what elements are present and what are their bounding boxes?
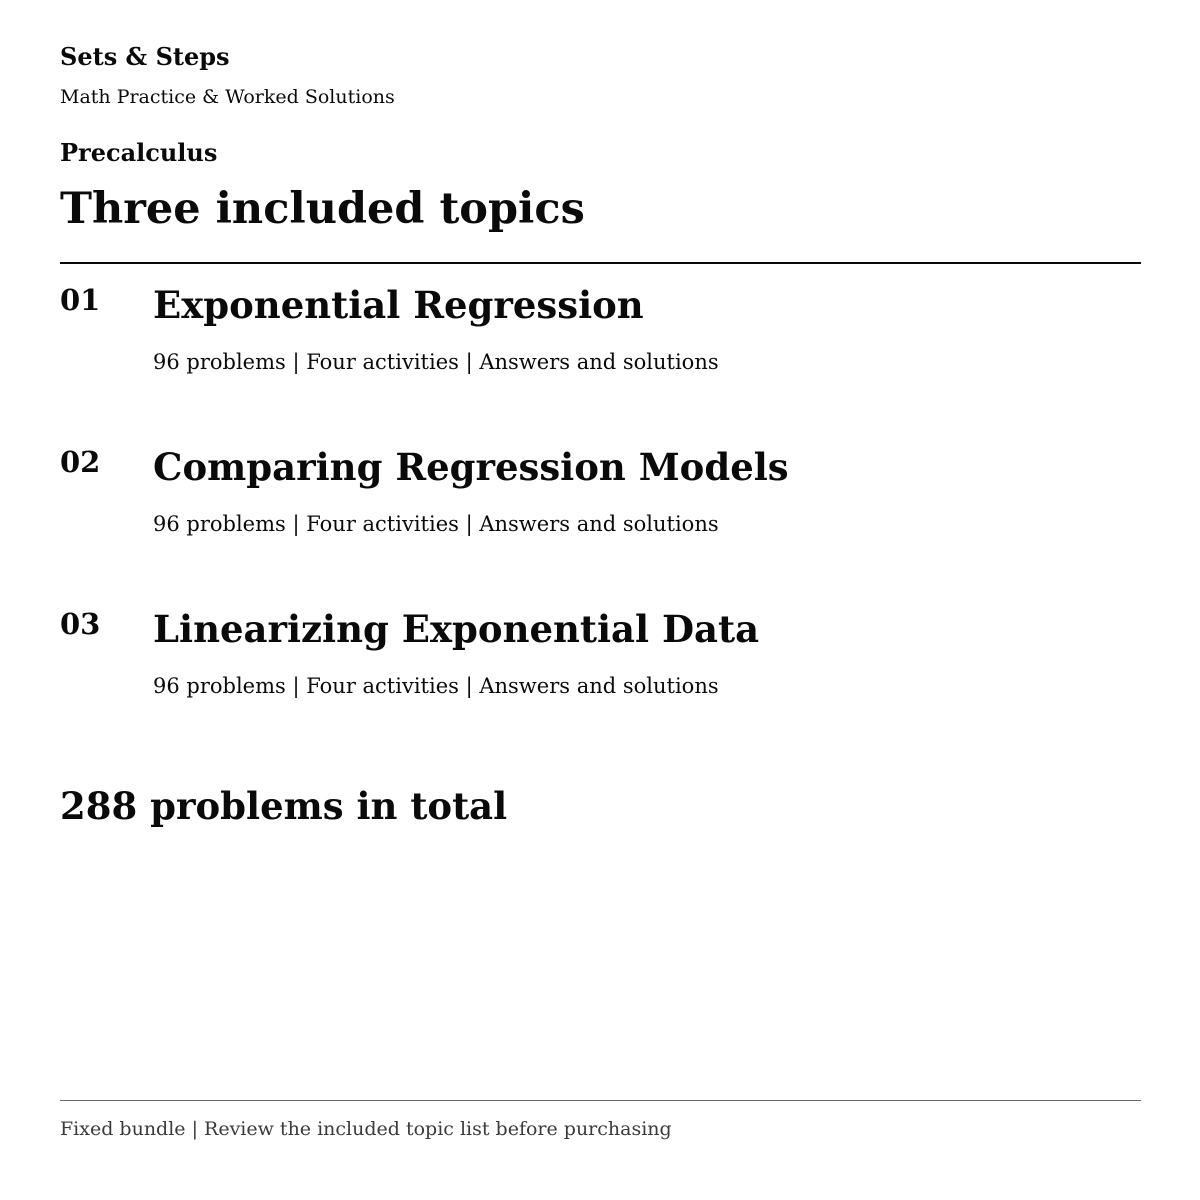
topic-number: 03: [60, 607, 101, 641]
page-title: Three included topics: [60, 184, 585, 234]
bundle-page: [60, 0, 1141, 1200]
topic-details: 96 problems | Four activities | Answers and solutions: [153, 512, 719, 536]
brand-tagline: Math Practice & Worked Solutions: [60, 86, 395, 108]
brand-name: Sets & Steps: [60, 42, 230, 71]
top-divider: [60, 262, 1141, 264]
footer-divider: [60, 1100, 1141, 1101]
footer-note: Fixed bundle | Review the included topic list before purchasing: [60, 1118, 672, 1140]
topic-title: Comparing Regression Models: [153, 445, 789, 489]
total-problems: 288 problems in total: [60, 784, 508, 828]
topic-number: 01: [60, 283, 101, 317]
topic-details: 96 problems | Four activities | Answers and solutions: [153, 674, 719, 698]
topic-item: [60, 444, 1141, 564]
topic-details: 96 problems | Four activities | Answers and solutions: [153, 350, 719, 374]
topic-title: Exponential Regression: [153, 283, 644, 327]
topic-item: [60, 606, 1141, 726]
topic-number: 02: [60, 445, 101, 479]
topic-title: Linearizing Exponential Data: [153, 607, 760, 651]
subject-label: Precalculus: [60, 138, 218, 167]
topic-item: [60, 282, 1141, 402]
